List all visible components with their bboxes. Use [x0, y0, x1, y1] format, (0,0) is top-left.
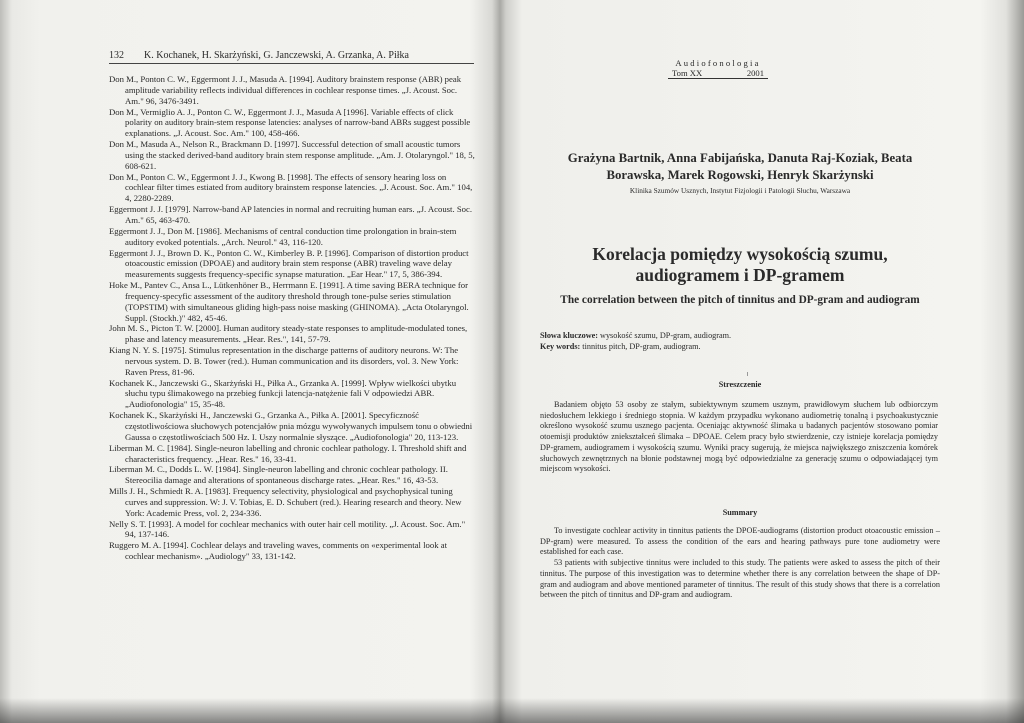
reference-item: Hoke M., Pantev C., Ansa L., Lütkenhöner B., Herrmann E. [1991]. A time saving BERA technique for frequency-specyfic assessment of the auditory threshold through tone-pulse series stimulation (TOPSTIM) with simultaneous gliding high-pass noise masking (GHINOMA). „Acta Otolaryngol. Suppl. (Stockh.)" 482, 45-46. [109, 280, 469, 323]
reference-item: Ruggero M. A. [1994]. Cochlear delays and traveling waves, comments on «experimental look at cochlear mechanism». „Audiology" 33, 131-142. [109, 540, 448, 562]
scan-bottom-shadow [0, 698, 1024, 723]
title-pl-line-1: Korelacja pomiędzy wysokością szumu, [592, 244, 888, 264]
article-title-polish [540, 244, 940, 286]
volume: Tom XX [672, 68, 703, 78]
summary-paragraph: To investigate cochlear activity in tinnitus patients the DPOE-audiograms (distortion product otoacoustic emission – DP-gram) were measured. To assess the condition of the ears and hearing pathways pure tone audiometry were established for each case. [540, 526, 940, 557]
keywords-pl-text: wysokość szumu, DP-gram, audiogram. [600, 331, 732, 340]
reference-item: Mills J. H., Schmiedt R. A. [1983]. Frequency selectivity, physiological and psychophysical tuning curves and suppression. W: J. V. Tobias, E. D. Schubert (red.). Hearing research and theory. New York: Academic Press, vol. 2, 234-336. [109, 486, 462, 518]
abstract-heading: Streszczenie [718, 380, 762, 389]
title-pl-line-2: audiogramem i DP-gramem [635, 265, 845, 285]
abstract-polish [540, 400, 938, 475]
authors-line-2: Borawska, Marek Rogowski, Henryk Skarżynski [606, 168, 874, 182]
reference-item: Don M., Vermiglio A. J., Ponton C. W., Eggermont J. J., Masuda A [1996]. Variable effects of click polarity on auditory brain-stem response latencies: analyses of narrow-band ABRs suggest possible explanations. „J. Acoust. Soc. Am." 100, 458-466. [109, 106, 471, 139]
keywords-english [540, 341, 960, 352]
volume-line [668, 68, 768, 79]
page-number: 132 [109, 50, 124, 61]
reference-item: Don M., Ponton C. W., Eggermont J. J., Masuda A. [1994]. Auditory brainstem response (ABR) peak amplitude variability reflects individual differences in cochlear response times. „J. Acoust. Soc. Am." 96, 3476-3491. [109, 74, 462, 106]
scan-mark [747, 372, 748, 376]
reference-item: John M. S., Picton T. W. [2000]. Human auditory steady-state responses to amplitude-modulated tones, phase and latency measurements. „Hear. Res.", 141, 57-79. [109, 323, 468, 345]
reference-item: Kochanek K., Skarżyński H., Janczewski G., Grzanka A., Piłka A. [2001]. Specyficzność częstotliwościowa słuchowych potencjałów pnia mózgu wywoływanych impulsem tonu o obwiedni Gaussa o częstotliwościach 500 Hz. I. Uszy normalnie słyszące. „Audiofonologia" 20, 113-123. [109, 410, 473, 442]
reference-item: Don M., Ponton C. W., Eggermont J. J., Kwong B. [1998]. The effects of sensory hearing loss on cochlear filter times estiated from auditory brainstem response latencies. „J. Acoust. Soc. Am." 104, 4, 2280-2289. [109, 171, 473, 204]
abstract-paragraph: Badaniem objęto 53 osoby ze stałym, subiektywnym szumem usznym, prawidłowym słuchem lub odbiorczym niedosłuchem lekkiego i średniego stopnia. W każdym przypadku wykonano audiometrię tonalną i psychoakustycznie określono wysokość szumu usznego pacjenta. Oceniając aktywność ślimaka u badanych pacjentów stosowano pomiar otoemisji produktów zniekształceń ślimaka – DPOAE. Celem pracy było stwierdzenie, czy istnieje korelacja pomiędzy DP-gramem, audiogramem i wysokością szumu. Wyniki pracy sugerują, że miejsca największego zniszczenia komórek słuchowych zewnętrznych na błonie podstawnej mogą być odpowiedzialne za generację szumu o odpowiadającej tym miejscom wysokości. [540, 400, 938, 474]
reference-item: Nelly S. T. [1993]. A model for cochlear mechanics with outer hair cell motility. „J. Acoust. Soc. Am." 94, 137-146. [109, 518, 466, 540]
left-page [0, 0, 500, 723]
reference-item: Liberman M. C., Dodds L. W. [1984]. Single-neuron labelling and chronic cochlear pathology. II. Stereocilia damage and alterations of spontaneous discharge rates. „Hear. Res." 16, 43-53. [109, 464, 448, 486]
year: 2001 [746, 68, 764, 78]
reference-list [109, 74, 475, 562]
running-head [109, 50, 474, 64]
keywords-en-text: tinnitus pitch, DP-gram, audiogram. [582, 342, 701, 351]
summary-paragraph: 53 patients with subjective tinnitus were included to this study. The patients were asked to assess the pitch of their tinnitus. The purpose of this investigation was to determine whether there is any correlation between the shape of DP-gram and audiogram and above mentioned parameter of tinnitus. The result of this study shows that there is a correlation between the pitch of tinnitus and DP-gram and audiogram. [540, 558, 940, 600]
right-page [500, 0, 1024, 723]
reference-item: Don M., Masuda A., Nelson R., Brackmann D. [1997]. Successful detection of small acoustic tumors using the stacked derived-band auditory brain stem response amplitude. „Am. J. Otolaryngol." 18, 5, 608-621. [109, 139, 475, 171]
journal-name: Audiofonologia [675, 58, 761, 68]
summary-heading: Summary [722, 508, 758, 517]
keywords-en-label: Key words: [540, 342, 581, 351]
reference-item: Eggermont J. J., Don M. [1986]. Mechanisms of central conduction time prolongation in brain-stem auditory evoked potentials. „Arch. Neurol." 43, 116-120. [109, 225, 457, 247]
keywords-polish [540, 330, 960, 341]
article-title-english: The correlation between the pitch of tinnitus and DP-gram and audiogram [560, 294, 920, 306]
reference-item: Kiang N. Y. S. [1975]. Stimulus representation in the discharge patterns of auditory neurons. W: The nervous system. D. B. Tower (red.). Human communication and its disorders, vol. 3. New York: Raven Press, 81-96. [109, 345, 459, 377]
affiliation: Klinika Szumów Usznych, Instytut Fizjologii i Patologii Słuchu, Warszawa [629, 186, 851, 195]
journal-header [668, 58, 768, 79]
running-head-authors: K. Kochanek, H. Skarżyński, G. Janczewski, A. Grzanka, A. Piłka [144, 50, 409, 61]
keywords-pl-label: Słowa kluczowe: [540, 331, 598, 340]
authors-line-1: Grażyna Bartnik, Anna Fabijańska, Danuta Raj-Koziak, Beata [567, 151, 913, 165]
author-list [540, 150, 940, 184]
summary-english [540, 526, 940, 601]
reference-item: Eggermont J. J. [1979]. Narrow-band AP latencies in normal and recruiting human ears. „J. Acoust. Soc. Am." 65, 463-470. [109, 204, 473, 225]
keywords-block [540, 330, 960, 352]
reference-item: Liberman M. C. [1984]. Single-neuron labelling and chronic cochlear pathology. I. Threshold shift and characteristics frequency. „Hear. Res." 16, 33-41. [109, 442, 467, 464]
reference-item: Eggermont J. J., Brown D. K., Ponton C. W., Kimberley B. P. [1996]. Comparison of distortion product otoacoustic emission (DPOAE) and auditory brain stem response (ABR) traveling wave delay measurements suggests frequency-specific synapse maturation. „Ear Hear." 17, 5, 386-394. [109, 247, 469, 280]
reference-item: Kochanek K., Janczewski G., Skarżyński H., Piłka A., Grzanka A. [1999]. Wpływ wielkości ubytku słuchu typu ślimakowego na przebieg funkcji latencja-natężenie fali V odpowiedzi ABR. „Audiofonologia" 15, 35-48. [109, 377, 457, 410]
